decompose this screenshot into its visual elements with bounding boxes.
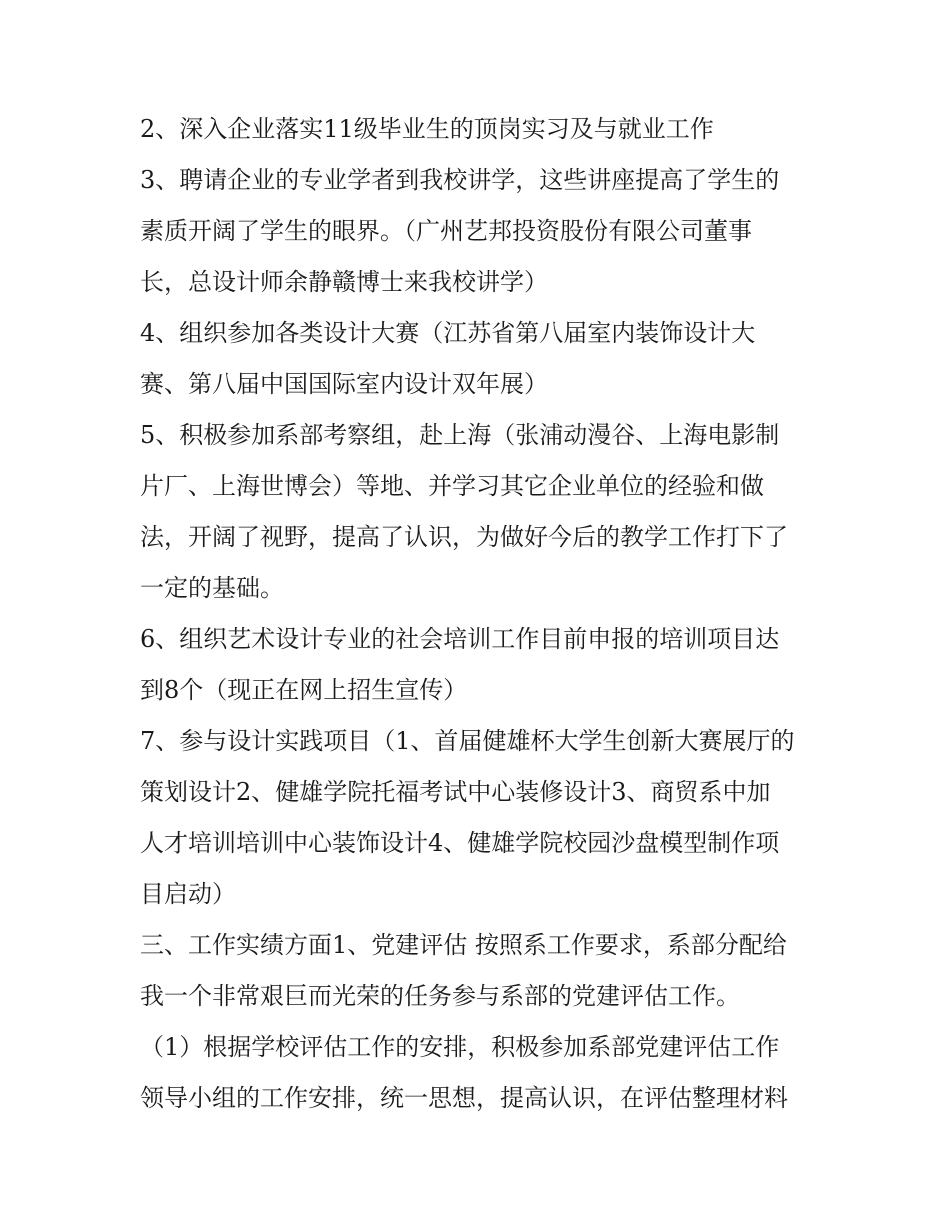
text-line: 素质开阔了学生的眼界。（广州艺邦投资股份有限公司董事: [140, 217, 752, 245]
text-line: 策划设计2、健雄学院托福考试中心装修设计3、商贸系中加: [140, 778, 771, 806]
document-body: [140, 104, 830, 1124]
text-line: 片厂、上海世博会）等地、并学习其它企业单位的经验和做: [140, 472, 764, 500]
text-line: 长，总设计师余静赣博士来我校讲学）: [140, 268, 548, 296]
text-line: 人才培训培训中心装饰设计4、健雄学院校园沙盘模型制作项: [140, 829, 780, 857]
text-line: 赛、第八届中国国际室内设计双年展）: [140, 370, 548, 398]
text-line: 6、组织艺术设计专业的社会培训工作目前申报的培训项目达: [140, 625, 780, 653]
text-line: 7、参与设计实践项目（1、首届健雄杯大学生创新大赛展厅的: [140, 727, 795, 755]
text-line: 目启动）: [140, 880, 236, 908]
text-line: 5、积极参加系部考察组，赴上海（张浦动漫谷、上海电影制: [140, 421, 780, 449]
text-line: 4、组织参加各类设计大赛（江苏省第八届室内装饰设计大: [140, 319, 756, 347]
text-line: 到8个（现正在网上招生宣传）: [140, 676, 468, 704]
text-line: 法，开阔了视野，提高了认识，为做好今后的教学工作打下了: [140, 523, 788, 551]
text-line: 一定的基础。: [140, 574, 284, 602]
text-line: 3、聘请企业的专业学者到我校讲学，这些讲座提高了学生的: [140, 166, 780, 194]
text-line: 三、工作实绩方面1、党建评估 按照系工作要求，系部分配给: [140, 931, 787, 959]
text-line: 我一个非常艰巨而光荣的任务参与系部的党建评估工作。: [140, 982, 740, 1010]
text-line: 领导小组的工作安排，统一思想，提高认识，在评估整理材料: [140, 1084, 788, 1112]
text-line: （1）根据学校评估工作的安排，积极参加系部党建评估工作: [140, 1033, 780, 1061]
text-line: 2、深入企业落实11级毕业生的顶岗实习及与就业工作: [140, 115, 714, 143]
